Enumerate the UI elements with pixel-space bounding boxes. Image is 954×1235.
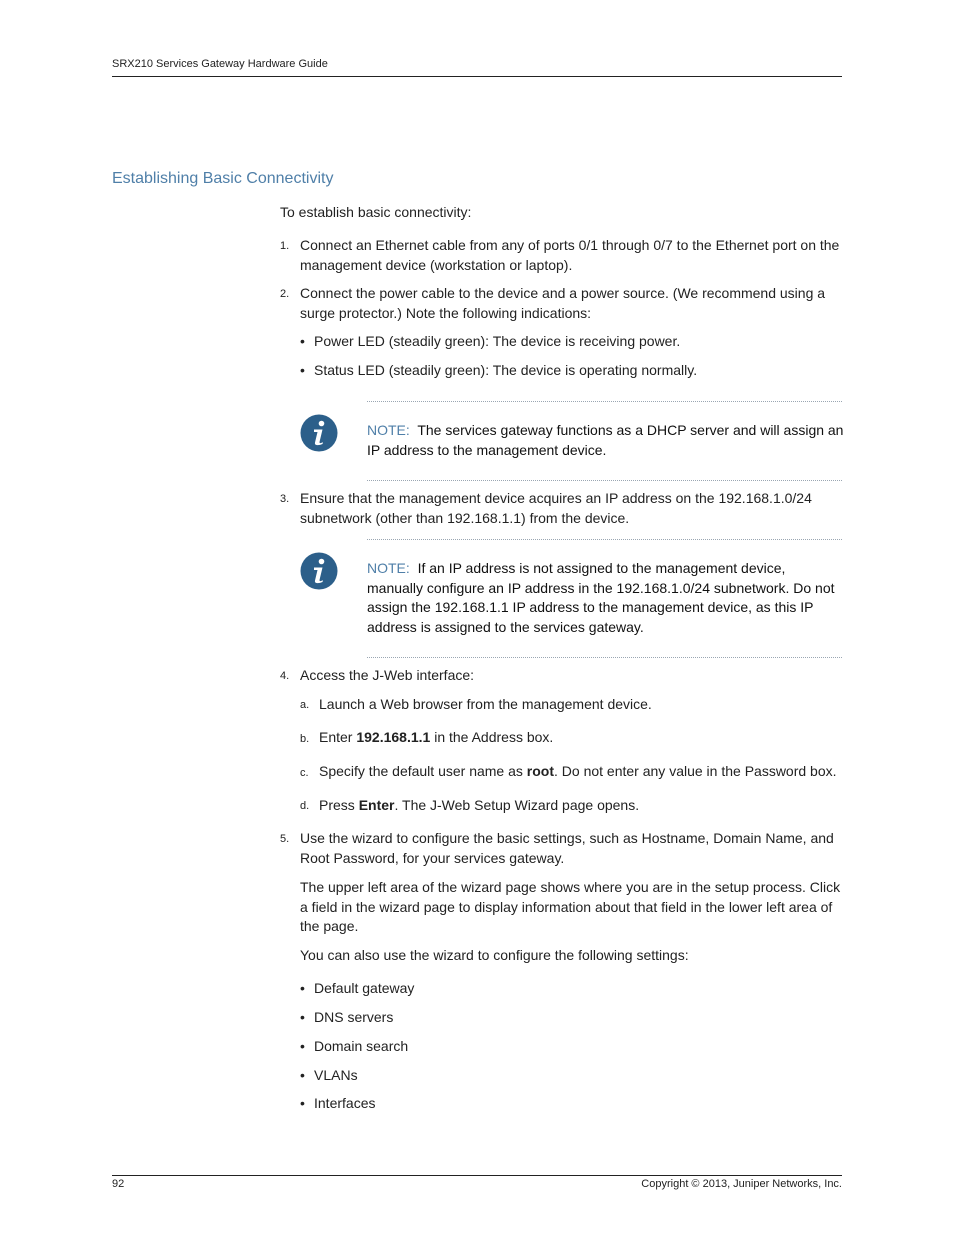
bullet-marker: • [300,1038,305,1054]
note-text: If an IP address is not assigned to the management device, manually configure an IP address in the 192.168.1.0/24 subnetwork. Do not assign the 192.168.1.1 IP address to the management device, as this IP address is assigned to the services gateway. [367,560,835,635]
substep-text: Specify the default user name as root. Do not enter any value in the Password box. [319,763,837,779]
substep-letter: a. [300,699,310,711]
step-text: Access the J-Web interface: [300,667,475,683]
substep-text: Press Enter. The J-Web Setup Wizard page opens. [319,797,640,813]
note-label: NOTE: [367,560,410,576]
header-rule [112,76,842,77]
bullet-item: VLANs [314,1067,358,1083]
info-icon [300,414,338,452]
substep-text: Enter 192.168.1.1 in the Address box. [319,729,554,745]
note-body [367,421,845,460]
running-header: SRX210 Services Gateway Hardware Guide [112,58,328,70]
bullet-marker: • [300,333,305,349]
ip-address-value: 192.168.1.1 [356,729,431,745]
note-top-rule [367,539,842,540]
bullet-marker: • [300,980,305,996]
bullet-marker: • [300,1095,305,1111]
step-number: 5. [280,833,290,845]
substep-letter: c. [300,767,309,779]
step-number: 3. [280,493,290,505]
note-label: NOTE: [367,422,410,438]
step-paragraph: You can also use the wizard to configure the following settings: [300,947,689,963]
bullet-marker: • [300,362,305,378]
enter-key-label: Enter [358,797,395,813]
copyright: Copyright © 2013, Juniper Networks, Inc. [641,1178,842,1190]
note-top-rule [367,401,842,402]
substep-text: Launch a Web browser from the management device. [319,696,652,712]
bullet-item: Default gateway [314,980,415,996]
intro-text: To establish basic connectivity: [280,204,472,220]
step-number: 4. [280,670,290,682]
bullet-marker: • [300,1009,305,1025]
section-title: Establishing Basic Connectivity [112,170,334,187]
step-text: Use the wizard to configure the basic settings, such as Hostname, Domain Name, and Root Password, for your services gateway. [300,830,834,866]
step-number: 1. [280,240,290,252]
bullet-item: DNS servers [314,1009,394,1025]
bullet-item: Domain search [314,1038,409,1054]
bullet-marker: • [300,1067,305,1083]
username-value: root [526,763,555,779]
step-number: 2. [280,288,290,300]
note-body [367,559,845,637]
page-number: 92 [112,1178,125,1190]
substep-letter: b. [300,733,310,745]
note-bottom-rule [367,480,842,481]
step-text: Connect the power cable to the device and a power source. (We recommend using a surge protector.) Note the following indications: [300,285,826,321]
substep-letter: d. [300,800,310,812]
bullet-item: Status LED (steadily green): The device is operating normally. [314,362,698,378]
bullet-item: Interfaces [314,1095,376,1111]
bullet-item: Power LED (steadily green): The device is receiving power. [314,333,681,349]
note-bottom-rule [367,657,842,658]
note-text: The services gateway functions as a DHCP server and will assign an IP address to the management device. [367,422,844,458]
step-paragraph: The upper left area of the wizard page shows where you are in the setup process. Click a field in the wizard page to display information about that field in the lower left area of the page. [300,879,841,934]
step-text: Ensure that the management device acquires an IP address on the 192.168.1.0/24 subnetwork (other than 192.168.1.1) from the device. [300,490,812,526]
step-text: Connect an Ethernet cable from any of ports 0/1 through 0/7 to the Ethernet port on the management device (workstation or laptop). [300,237,840,273]
info-icon [300,552,338,590]
footer-rule [112,1175,842,1176]
